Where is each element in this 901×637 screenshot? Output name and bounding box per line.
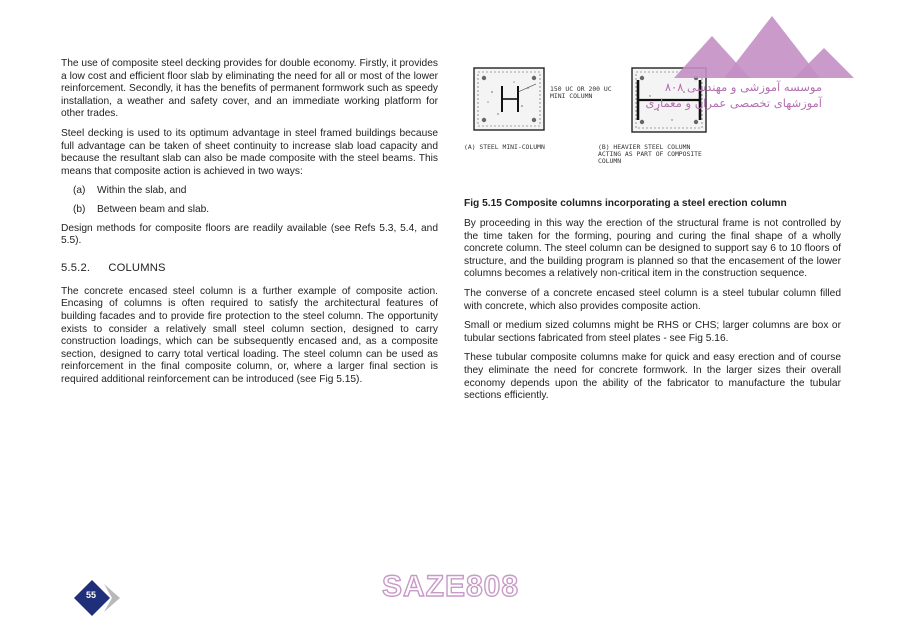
- list-item: [61, 185, 438, 198]
- figure-caption: Fig 5.15 Composite columns incorporating a steel erection column: [464, 198, 787, 209]
- left-column: [61, 58, 438, 393]
- section-heading: [61, 262, 438, 274]
- callout-label-a: 150 UC OR 200 UC MINI COLUMN: [550, 85, 612, 100]
- list-item: [61, 204, 438, 217]
- list-marker: (b): [73, 203, 86, 215]
- right-column: [464, 198, 841, 410]
- paragraph: Steel decking is used to its optimum advantage in steel framed buildings because full advantage can be taken of sheet continuity to increase slab load capacity and because the resultant slab can also be made composite with the steel beams. This means that composite action is achieved in two ways:: [61, 127, 438, 177]
- logo-text-line2: آموزشهای تخصصی عمران و معماری: [645, 96, 822, 110]
- section-a-drawing: [474, 68, 544, 130]
- list-text: Within the slab, and: [97, 185, 187, 197]
- logo-text-line1: موسسه آموزشی و مهندسی ۸۰۸: [664, 80, 822, 94]
- caption-b: (B) HEAVIER STEEL COLUMN ACTING AS PART OF COMPOSITE COLUMN: [598, 143, 702, 165]
- paragraph: The use of composite steel decking provides for double economy. Firstly, it provides a low cost and efficient floor slab by eliminating the need for all or most of the lower reinforcement. Secondly, it has the benefits of permanent formwork such as speedy installation, a weather and safety cover, and an immediate working platform for other trades.: [61, 58, 438, 120]
- paragraph: Small or medium sized columns might be RHS or CHS; larger columns are box or tubular sections fabricated from steel plates - see Fig 5.16.: [464, 320, 841, 344]
- page-number: 55: [85, 590, 96, 600]
- caption-a: (A) STEEL MINI-COLUMN: [464, 143, 545, 151]
- paragraph: Design methods for composite floors are readily available (see Refs 5.3, 5.4, and 5.5).: [61, 222, 438, 247]
- list-marker: (a): [73, 185, 86, 197]
- section-number: 5.5.2.: [61, 261, 91, 274]
- institute-logo: [645, 16, 864, 114]
- footer-watermark: [0, 570, 901, 604]
- section-title: COLUMNS: [108, 261, 166, 274]
- paragraph: By proceeding in this way the erection of the structural frame is not controlled by the time taken for the forming, pouring and curing the final shape of a wholly concrete column. The steel column can be designed to support say 6 to 10 floors of structure, and the building program is planned so that the encasement of the lower columns becomes a relatively non-critical item in the construction sequence.: [464, 218, 841, 280]
- paragraph: These tubular composite columns make for quick and easy erection and of course they eliminate the need for concrete formwork. In the larger sizes their overall economy depends upon the ability of the fabricator to manufacture the tubular sections efficiently.: [464, 352, 841, 402]
- paragraph: The concrete encased steel column is a further example of composite action. Encasing of columns is often required to satisfy the architectural features of building facades and to provide fire protection to the steel column. The opportunity exists to consider a relatively small steel column section, designed to carry construction loadings, which can be subsequently encased and, as a composite section, designed to carry total vertical loading. The steel column can be used as reinforcement in the final composite column, or, where a larger final section is required additional reinforcement can be introduced (see Fig 5.15).: [61, 285, 438, 385]
- watermark-text: SAZE808: [381, 570, 520, 603]
- list-text: Between beam and slab.: [97, 203, 210, 215]
- paragraph: The converse of a concrete encased steel column is a steel tubular column filled with concrete, which also provides composite action.: [464, 287, 841, 312]
